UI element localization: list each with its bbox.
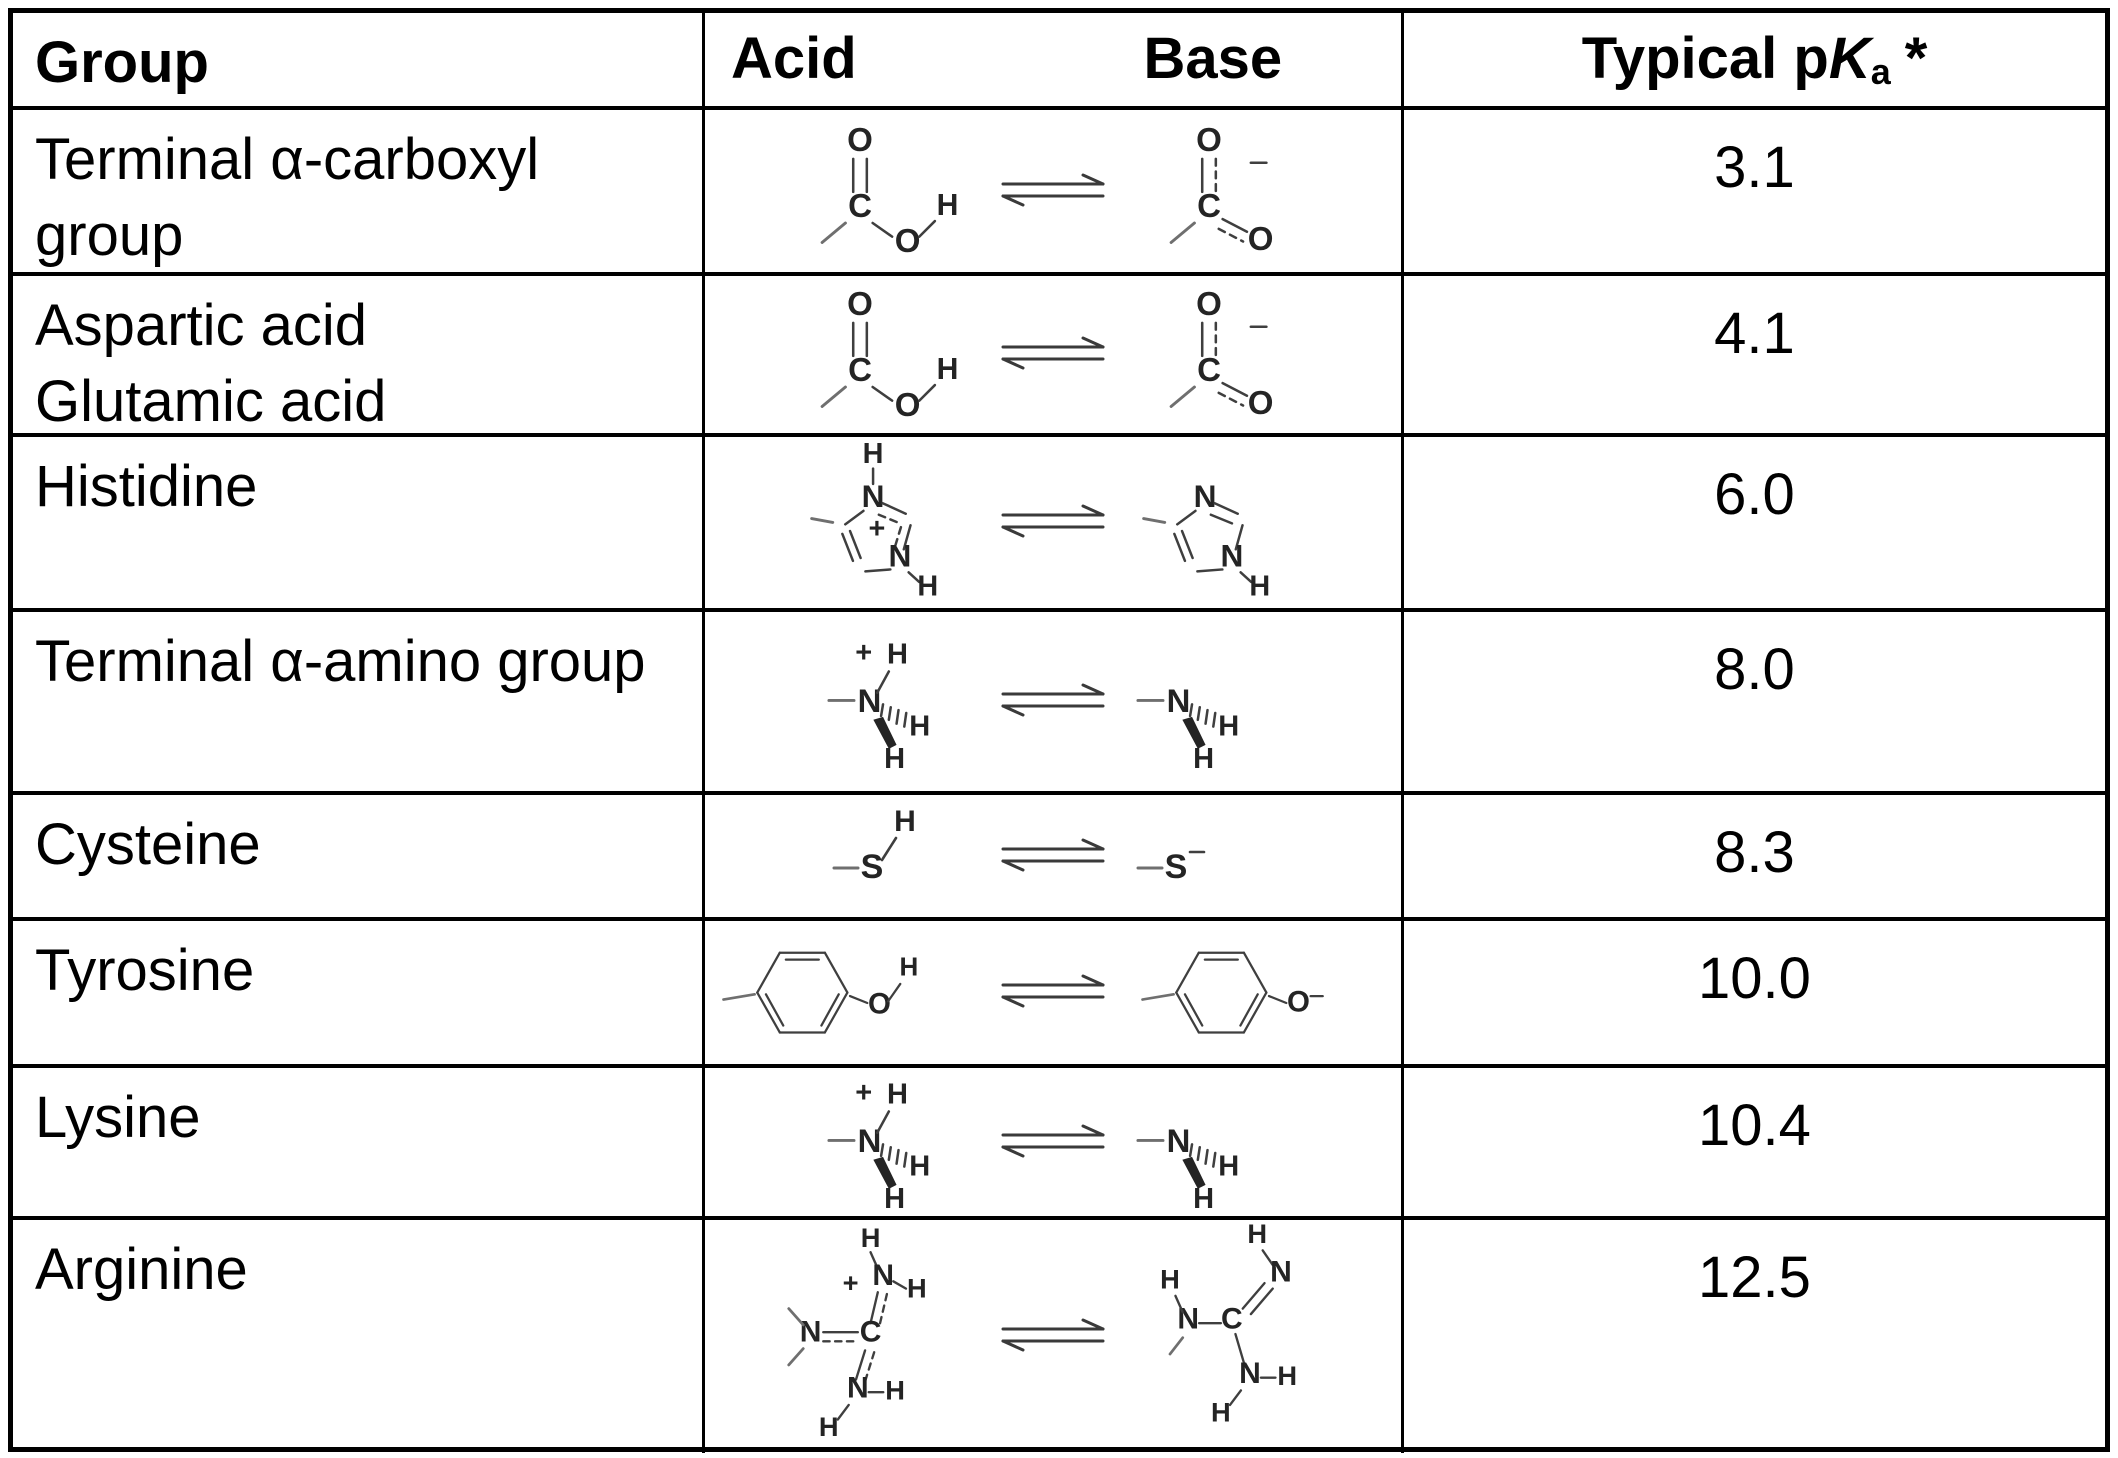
phenolate-structure bbox=[1130, 925, 1395, 1060]
svg-text:H: H bbox=[1211, 1395, 1231, 1427]
svg-text:C: C bbox=[848, 351, 872, 389]
svg-text:S: S bbox=[1164, 847, 1188, 886]
svg-text:N: N bbox=[846, 1371, 869, 1405]
table-row bbox=[13, 608, 2105, 791]
table-row bbox=[13, 917, 2105, 1064]
group-cell bbox=[13, 921, 702, 1064]
svg-text:+: + bbox=[868, 512, 886, 545]
svg-text:N: N bbox=[861, 478, 885, 515]
svg-text:N: N bbox=[888, 537, 912, 574]
ammonium-structure bbox=[821, 627, 976, 777]
pka-table bbox=[8, 8, 2110, 1452]
equilibrium-arrow-icon bbox=[998, 1117, 1108, 1168]
svg-text:H: H bbox=[894, 804, 916, 838]
header-pka-k: K bbox=[1828, 26, 1871, 91]
svg-text:H: H bbox=[818, 1410, 839, 1442]
pka-cell bbox=[1401, 795, 2105, 917]
svg-text:H: H bbox=[884, 1183, 906, 1212]
group-cell bbox=[13, 110, 702, 272]
amine-structure bbox=[1130, 1068, 1285, 1216]
svg-text:N: N bbox=[1220, 537, 1244, 574]
group-cell bbox=[13, 795, 702, 917]
svg-text:N: N bbox=[1239, 1356, 1261, 1390]
svg-text:+: + bbox=[842, 1266, 859, 1298]
group-label: Terminal α-amino group bbox=[35, 629, 646, 694]
group-label: Arginine bbox=[35, 1237, 248, 1302]
thiolate-structure bbox=[1130, 804, 1280, 909]
header-pka-sub: a bbox=[1870, 50, 1891, 92]
group-label: Glutamic acid bbox=[35, 369, 387, 433]
pka-value: 8.3 bbox=[1714, 820, 1795, 885]
svg-text:O: O bbox=[1247, 384, 1274, 422]
svg-text:H: H bbox=[909, 709, 931, 742]
structure-cell bbox=[702, 437, 1401, 608]
svg-text:O: O bbox=[894, 223, 921, 259]
svg-text:H: H bbox=[1218, 709, 1240, 742]
pka-cell bbox=[1401, 612, 2105, 791]
svg-text:O: O bbox=[894, 386, 921, 423]
svg-text:C: C bbox=[1197, 351, 1221, 389]
header-group-label: Group bbox=[35, 30, 209, 95]
guanidine-structure bbox=[1130, 1223, 1330, 1451]
svg-text:H: H bbox=[936, 352, 959, 386]
carboxylic-acid-structure bbox=[781, 118, 976, 264]
table-row bbox=[13, 791, 2105, 917]
svg-text:H: H bbox=[862, 437, 884, 470]
svg-text:H: H bbox=[860, 1222, 881, 1253]
group-cell bbox=[13, 437, 702, 608]
svg-text:H: H bbox=[1249, 570, 1271, 603]
svg-text:N: N bbox=[857, 681, 882, 719]
equilibrium-arrow-icon bbox=[998, 329, 1108, 380]
guanidinium-structure bbox=[776, 1223, 976, 1451]
group-label: Histidine bbox=[35, 454, 258, 519]
pka-value: 10.4 bbox=[1698, 1093, 1811, 1158]
table-row bbox=[13, 1216, 2105, 1453]
svg-text:H: H bbox=[909, 1150, 931, 1183]
header-pka-prefix: Typical p bbox=[1581, 26, 1829, 91]
svg-text:S: S bbox=[860, 847, 884, 886]
group-label: Cysteine bbox=[35, 812, 261, 877]
phenol-structure bbox=[711, 925, 976, 1060]
svg-text:H: H bbox=[917, 570, 939, 603]
pka-value: 4.1 bbox=[1714, 301, 1795, 366]
svg-text:N: N bbox=[1270, 1254, 1292, 1288]
svg-text:C: C bbox=[859, 1314, 882, 1348]
header-acid-label: Acid bbox=[731, 26, 857, 91]
svg-text:H: H bbox=[1218, 1150, 1240, 1183]
carboxylate-structure bbox=[1130, 118, 1325, 264]
svg-text:O: O bbox=[847, 285, 873, 323]
table-row bbox=[13, 433, 2105, 608]
svg-text:O: O bbox=[1196, 285, 1222, 323]
svg-text:N: N bbox=[799, 1314, 822, 1348]
pka-value: 10.0 bbox=[1698, 946, 1811, 1011]
pka-cell bbox=[1401, 437, 2105, 608]
equilibrium-arrow-icon bbox=[998, 166, 1108, 217]
header-base-label: Base bbox=[1143, 26, 1283, 91]
structure-cell bbox=[702, 1068, 1401, 1216]
svg-text:O: O bbox=[1287, 985, 1310, 1019]
equilibrium-arrow-icon bbox=[998, 497, 1108, 548]
table-row bbox=[13, 106, 2105, 272]
svg-text:H: H bbox=[936, 189, 959, 223]
table-row bbox=[13, 272, 2105, 433]
equilibrium-arrow-icon bbox=[998, 1311, 1108, 1362]
svg-text:N: N bbox=[1166, 681, 1191, 719]
svg-text:H: H bbox=[1160, 1263, 1180, 1295]
svg-text:+: + bbox=[855, 1076, 873, 1109]
svg-text:O: O bbox=[868, 987, 891, 1021]
table-row bbox=[13, 1064, 2105, 1216]
group-label: Lysine bbox=[35, 1085, 201, 1150]
structure-cell bbox=[702, 110, 1401, 272]
pka-cell bbox=[1401, 921, 2105, 1064]
header-group bbox=[13, 13, 702, 106]
group-label: Aspartic acid bbox=[35, 293, 368, 358]
svg-text:H: H bbox=[887, 638, 909, 671]
table-body bbox=[13, 106, 2105, 1453]
group-cell bbox=[13, 276, 702, 433]
group-cell bbox=[13, 1220, 702, 1453]
svg-text:N: N bbox=[857, 1122, 882, 1160]
structure-cell bbox=[702, 1220, 1401, 1453]
pka-value: 12.5 bbox=[1698, 1245, 1811, 1310]
svg-text:H: H bbox=[887, 1078, 909, 1111]
ammonium-structure bbox=[821, 1068, 976, 1216]
svg-text:H: H bbox=[885, 1374, 905, 1405]
group-label: Terminal α-carboxyl bbox=[35, 127, 540, 192]
pka-cell bbox=[1401, 276, 2105, 433]
svg-text:H: H bbox=[884, 742, 906, 772]
svg-text:H: H bbox=[1247, 1222, 1268, 1249]
svg-text:N: N bbox=[1177, 1302, 1200, 1336]
pka-cell bbox=[1401, 1068, 2105, 1216]
pka-value: 6.0 bbox=[1714, 462, 1795, 527]
imidazole-structure bbox=[1130, 437, 1308, 608]
svg-text:N: N bbox=[1166, 1122, 1191, 1160]
svg-text:H: H bbox=[1193, 1183, 1215, 1212]
header-pka bbox=[1401, 13, 2105, 106]
svg-text:C: C bbox=[1197, 188, 1221, 226]
pka-value: 8.0 bbox=[1714, 637, 1795, 702]
structure-cell bbox=[702, 612, 1401, 791]
equilibrium-arrow-icon bbox=[998, 676, 1108, 727]
svg-text:O: O bbox=[1247, 221, 1274, 259]
structure-cell bbox=[702, 921, 1401, 1064]
header-row bbox=[13, 13, 2105, 106]
carboxylate-structure bbox=[1130, 282, 1325, 428]
group-label: group bbox=[35, 203, 184, 268]
imidazolium-structure bbox=[798, 437, 976, 608]
svg-text:C: C bbox=[1220, 1302, 1243, 1336]
group-cell bbox=[13, 612, 702, 791]
svg-text:N: N bbox=[1193, 478, 1217, 515]
svg-text:O: O bbox=[1196, 122, 1222, 160]
header-acid-base bbox=[702, 13, 1401, 106]
svg-text:H: H bbox=[899, 951, 919, 982]
svg-text:H: H bbox=[907, 1272, 927, 1304]
svg-text:H: H bbox=[1193, 742, 1215, 772]
svg-text:H: H bbox=[1277, 1359, 1298, 1391]
header-pka-asterisk: * bbox=[1904, 26, 1928, 91]
thiol-structure bbox=[826, 804, 976, 909]
svg-text:C: C bbox=[848, 188, 872, 226]
svg-text:O: O bbox=[847, 122, 873, 160]
pka-cell bbox=[1401, 110, 2105, 272]
structure-cell bbox=[702, 795, 1401, 917]
pka-value: 3.1 bbox=[1714, 135, 1795, 200]
amine-structure bbox=[1130, 627, 1285, 777]
group-label: Tyrosine bbox=[35, 938, 255, 1003]
equilibrium-arrow-icon bbox=[998, 967, 1108, 1018]
equilibrium-arrow-icon bbox=[998, 831, 1108, 882]
structure-cell bbox=[702, 276, 1401, 433]
svg-text:N: N bbox=[872, 1258, 895, 1292]
carboxylic-acid-structure bbox=[781, 282, 976, 428]
pka-cell bbox=[1401, 1220, 2105, 1453]
group-cell bbox=[13, 1068, 702, 1216]
svg-text:+: + bbox=[855, 636, 873, 669]
